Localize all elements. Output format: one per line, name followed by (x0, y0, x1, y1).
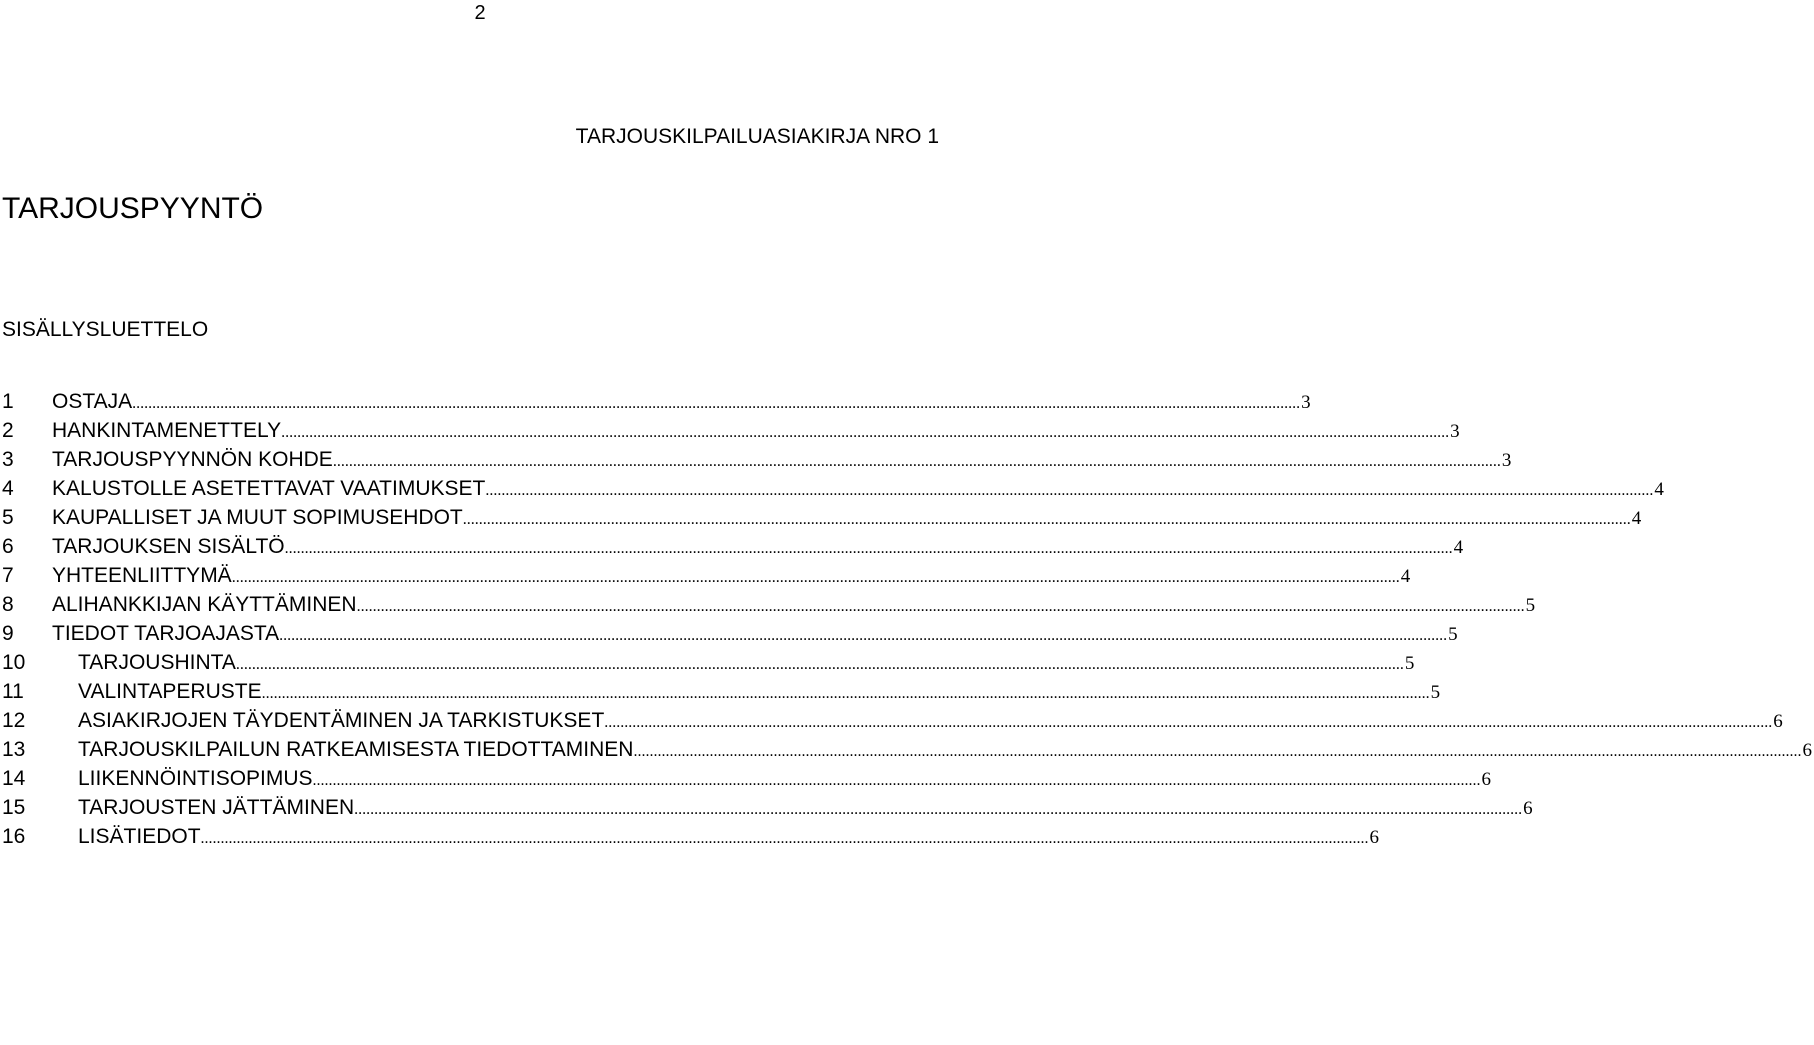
toc-entry-page: 5 (1404, 653, 1415, 674)
toc-entry-label: TARJOUSPYYNNÖN KOHDE (52, 448, 333, 471)
toc-entry-label: KALUSTOLLE ASETETTAVAT VAATIMUKSET (52, 477, 486, 500)
toc-entry-number: 4 (2, 477, 14, 500)
toc-entry[interactable] (2, 651, 1415, 680)
toc-dot-leader (279, 627, 1447, 645)
toc-entry-number: 15 (2, 796, 26, 819)
toc-entry-number: 10 (2, 651, 26, 674)
toc-dot-leader (463, 511, 1631, 529)
toc-entry-label: HANKINTAMENETTELY (52, 419, 282, 442)
toc-entry-number: 16 (2, 825, 26, 848)
toc-entry-page: 6 (1802, 740, 1812, 761)
toc-dot-leader (236, 656, 1404, 674)
document-title: TARJOUSPYYNTÖ (2, 192, 264, 225)
toc-entry-label: YHTEENLIITTYMÄ (52, 564, 232, 587)
toc-entry-number: 7 (2, 564, 14, 587)
toc-entry-label: LISÄTIEDOT (78, 825, 201, 848)
toc-dot-leader (262, 685, 1430, 703)
toc-entry-number: 9 (2, 622, 14, 645)
toc-entry-label: LIIKENNÖINTISOPIMUS (78, 767, 313, 790)
toc-entry-page: 4 (1654, 479, 1664, 500)
toc-entry[interactable] (2, 419, 1460, 448)
toc-entry-number: 8 (2, 593, 14, 616)
toc-entry-page: 4 (1631, 508, 1642, 529)
toc-dot-leader (201, 830, 1369, 848)
toc-dot-leader (604, 714, 1772, 732)
toc-dot-leader (333, 453, 1501, 471)
toc-entry-page: 6 (1369, 827, 1380, 848)
toc-entry-label: VALINTAPERUSTE (78, 680, 262, 703)
toc-dot-leader (132, 395, 1300, 413)
toc-entry-page: 3 (1501, 450, 1512, 471)
toc-entry-page: 6 (1773, 711, 1783, 732)
toc-heading: SISÄLLYSLUETTELO (2, 318, 209, 341)
toc-entry-label: OSTAJA (52, 390, 133, 413)
toc-entry-number: 11 (2, 680, 24, 703)
toc-entry-label: ASIAKIRJOJEN TÄYDENTÄMINEN JA TARKISTUKSET (78, 709, 605, 732)
toc-entry-number: 14 (2, 767, 26, 790)
toc-entry-number: 3 (2, 448, 14, 471)
toc-dot-leader (357, 598, 1525, 616)
toc-entry[interactable] (2, 709, 1783, 738)
toc-entry-number: 6 (2, 535, 14, 558)
toc-entry-number: 5 (2, 506, 14, 529)
toc-entry[interactable] (2, 767, 1492, 796)
document-label: TARJOUSKILPAILUASIAKIRJA NRO 1 (575, 125, 939, 148)
toc-dot-leader (285, 540, 1453, 558)
toc-entry[interactable] (2, 738, 1812, 767)
toc-dot-leader (281, 424, 1449, 442)
toc-dot-leader (232, 569, 1400, 587)
toc-entry-page: 6 (1523, 798, 1533, 819)
toc-entry-number: 13 (2, 738, 26, 761)
toc-dot-leader (313, 772, 1481, 790)
toc-entry-page: 3 (1301, 392, 1311, 413)
toc-entry-number: 1 (2, 390, 14, 413)
toc-entry-label: TIEDOT TARJOAJASTA (52, 622, 280, 645)
toc-dot-leader (633, 743, 1801, 761)
toc-entry-page: 5 (1430, 682, 1441, 703)
toc-entry-label: ALIHANKKIJAN KÄYTTÄMINEN (52, 593, 357, 616)
toc-entry-label: KAUPALLISET JA MUUT SOPIMUSEHDOT (52, 506, 463, 529)
toc-entry[interactable] (2, 680, 1441, 709)
toc-entry-label: TARJOUSKILPAILUN RATKEAMISESTA TIEDOTTAMINEN (78, 738, 634, 761)
toc-entry[interactable] (2, 825, 1380, 854)
page-number: 2 (474, 2, 486, 24)
toc-entry[interactable] (2, 796, 1533, 825)
toc-entry[interactable] (2, 564, 1411, 593)
toc-entry[interactable] (2, 477, 1664, 506)
toc-entry-label: TARJOUSHINTA (78, 651, 236, 674)
toc-dot-leader (354, 801, 1522, 819)
toc-entry-page: 5 (1448, 624, 1458, 645)
table-of-contents (2, 390, 1812, 854)
toc-entry-number: 2 (2, 419, 14, 442)
toc-dot-leader (485, 482, 1653, 500)
toc-entry[interactable] (2, 622, 1458, 651)
toc-entry-page: 6 (1481, 769, 1492, 790)
toc-entry[interactable] (2, 448, 1512, 477)
toc-entry[interactable] (2, 593, 1536, 622)
toc-entry-label: TARJOUSTEN JÄTTÄMINEN (78, 796, 355, 819)
toc-entry-page: 4 (1453, 537, 1464, 558)
toc-entry[interactable] (2, 506, 1642, 535)
toc-entry-number: 12 (2, 709, 26, 732)
toc-entry[interactable] (2, 390, 1311, 419)
toc-entry-label: TARJOUKSEN SISÄLTÖ (52, 535, 285, 558)
toc-entry-page: 3 (1450, 421, 1460, 442)
toc-entry[interactable] (2, 535, 1464, 564)
toc-entry-page: 4 (1400, 566, 1411, 587)
toc-entry-page: 5 (1525, 595, 1536, 616)
